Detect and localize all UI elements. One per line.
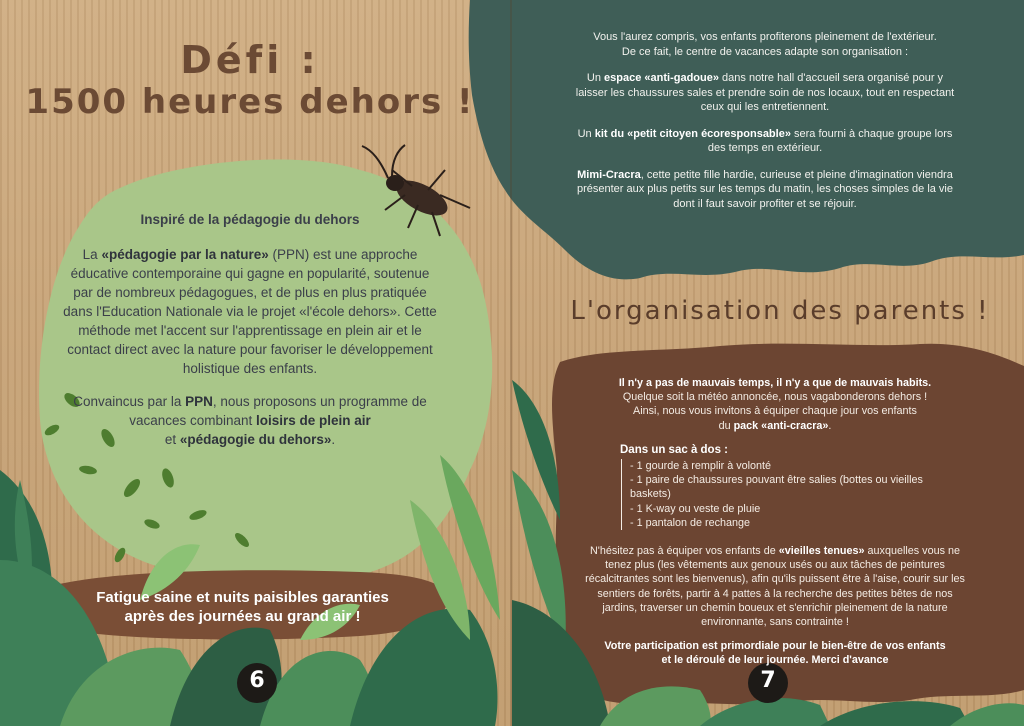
intro-paragraph bbox=[575, 30, 955, 59]
bold-loisirs: loisirs de plein air bbox=[256, 413, 371, 428]
list-item: - 1 gourde à remplir à volonté bbox=[630, 460, 772, 473]
text-span: , cette petite fille hardie, curieuse et pleine d'imagination viendra présenter aux plus petits sur les temps du matin, les choses simples de la vie dont il faut savoir profiter et se réjouir. bbox=[576, 168, 953, 210]
text-span: sera fourni à chaque groupe lors des temps en extérieur. bbox=[707, 127, 953, 154]
bag-list bbox=[621, 459, 965, 530]
text-span: De ce fait, le centre de vacances adapte son organisation : bbox=[621, 45, 909, 58]
closing-line-1: Votre participation est primordiale pour le bien-être de vos enfants bbox=[604, 640, 946, 653]
text-span: . bbox=[828, 419, 832, 432]
text-span: , nous proposons un programme de vacances combinant bbox=[129, 394, 427, 428]
page-number-6: 6 bbox=[249, 668, 265, 693]
text-span: La bbox=[82, 247, 102, 262]
text-span: N'hésitez pas à équiper vos enfants de bbox=[589, 545, 779, 558]
bold-anti-gadoue: espace «anti-gadoue» bbox=[604, 72, 719, 84]
bold-mimi-cracra: Mimi-Cracra bbox=[577, 168, 641, 181]
page-number-7: 7 bbox=[760, 668, 776, 693]
text-span: du bbox=[718, 419, 734, 432]
title-defi: Défi : bbox=[180, 38, 320, 82]
text-span: Quelque soit la météo annoncée, nous vagabonderons dehors ! bbox=[622, 391, 928, 404]
bold-vieilles-tenues: «vieilles tenues» bbox=[778, 545, 865, 558]
bold-kit: kit du «petit citoyen écoresponsable» bbox=[594, 127, 791, 140]
kit-paragraph bbox=[575, 127, 955, 156]
text-span: Un bbox=[586, 72, 605, 84]
program-paragraph bbox=[60, 392, 440, 449]
text-span: Vous l'aurez compris, vos enfants profiterons pleinement de l'extérieur. bbox=[593, 31, 937, 43]
title-1500-heures: 1500 heures dehors ! bbox=[25, 82, 475, 122]
anti-gadoue-paragraph bbox=[575, 71, 955, 115]
text-span: Convaincus par la bbox=[73, 394, 186, 409]
text-span: Un bbox=[577, 127, 595, 140]
page-fold bbox=[510, 0, 512, 726]
banner-text bbox=[40, 588, 445, 626]
closing-line-2: et le déroulé de leur journée. Merci d'avance bbox=[661, 654, 889, 667]
list-item: - 1 K-way ou veste de pluie bbox=[630, 502, 761, 515]
weather-intro bbox=[585, 376, 965, 433]
text-span: . bbox=[331, 432, 336, 447]
bold-pack: pack «anti-cracra» bbox=[733, 419, 829, 432]
organisation-text-block bbox=[575, 30, 955, 223]
parents-text-block bbox=[585, 376, 965, 668]
bold-ppn-abbr: PPN bbox=[185, 394, 213, 409]
list-item: - 1 paire de chaussures pouvant être salies (bottes ou vieilles baskets) bbox=[630, 474, 923, 501]
text-span: Ainsi, nous vous invitons à équiper chaque jour vos enfants bbox=[633, 405, 917, 418]
closing-note bbox=[585, 639, 965, 667]
ppn-paragraph bbox=[60, 245, 440, 378]
mimi-cracra-paragraph bbox=[575, 168, 955, 212]
clothes-paragraph bbox=[585, 544, 965, 629]
text-span: dans notre hall d'accueil sera organisé pour y laisser les chaussures sales et prendre soin de nos locaux, tout en respectant ceux qui les entretiennent. bbox=[575, 72, 955, 113]
bold-pedagogie-dehors: «pédagogie du dehors» bbox=[179, 432, 332, 447]
text-span: (PPN) est une approche éducative contemporaine qui gagne en popularité, soutenue par de nombreux pédagogues, et de plus en plus pratiquée dans l'Education Nationale via le projet «l'école dehors». Cette méthode met l'accent sur l'apprentissage en plein air et le contact direct avec la nature pour favoriser le développement holistique des enfants. bbox=[63, 247, 437, 376]
banner-line-1: Fatigue saine et nuits paisibles garanties bbox=[96, 589, 389, 606]
banner-line-2: après des journées au grand air ! bbox=[124, 608, 361, 625]
bold-ppn: «pédagogie par la nature» bbox=[101, 247, 269, 262]
list-item: - 1 pantalon de rechange bbox=[630, 516, 751, 529]
bag-heading: Dans un sac à dos : bbox=[620, 443, 729, 456]
text-span: et bbox=[164, 432, 180, 447]
title-organisation-parents: L'organisation des parents ! bbox=[570, 296, 990, 326]
text-span: auxquelles vous ne tenez plus (les vêtements aux genoux usés ou aux tâches de peintures récalcitrantes sont les bienvenus), afin qu'ils puissent être à l'aise, courir sur les sentiers de forêts, partir à 4 pattes à la recherche des petites bêtes de nos jardins, traverser un chemin boueux et s'enrichir pleinement de la nature environnante, sans contrainte ! bbox=[585, 545, 965, 629]
ppn-text-block bbox=[60, 210, 440, 463]
section-heading: Inspiré de la pédagogie du dehors bbox=[140, 212, 360, 227]
headline: Il n'y a pas de mauvais temps, il n'y a que de mauvais habits. bbox=[618, 377, 932, 389]
